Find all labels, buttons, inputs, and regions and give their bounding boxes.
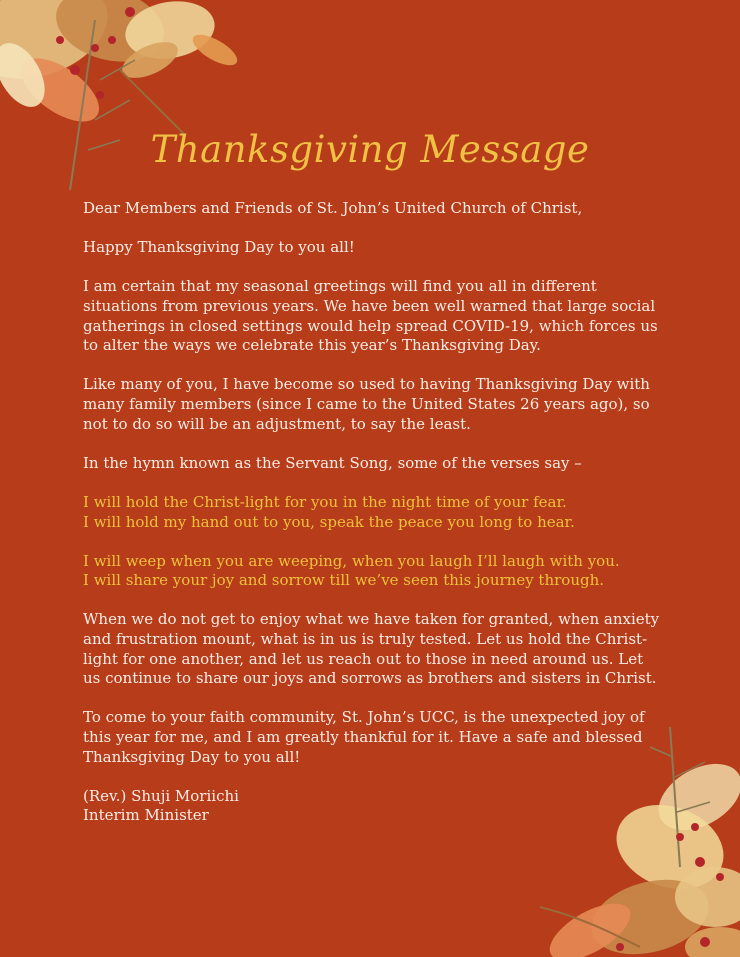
hymn-line: I will hold my hand out to you, speak the peace you long to hear. [83,512,575,531]
paragraph: When we do not get to enjoy what we have taken for granted, when anxiety and frustration mount, what is in us is truly tested. Let us hold the Christ-light for one another, and let us reach out to those in need around us. Let us continue to share our joys and sorrows as brothers and sisters in Christ. [83,610,660,688]
hymn-line: I will share your joy and sorrow till we’ve seen this journey through. [83,571,605,590]
paragraph: To come to your faith community, St. John’s UCC, is the unexpected joy of this year for me, and I am greatly thankful for it. Have a safe and blessed Thanksgiving Day to you all! [83,708,645,766]
hymn-line: I will weep when you are weeping, when you laugh I’ll laugh with you. [83,551,620,570]
signature-role: Interim Minister [83,806,209,825]
hymn-line: I will hold the Christ-light for you in the night time of your fear. [83,492,567,511]
page-title: Thanksgiving Message [150,128,590,171]
letter-body [83,199,663,826]
signature-name: (Rev.) Shuji Moriichi [83,786,239,805]
greeting: Dear Members and Friends of St. John’s United Church of Christ, [83,199,583,217]
paragraph: Like many of you, I have become so used to having Thanksgiving Day with many family members (since I came to the United States 26 years ago), so not to do so will be an adjustment, to say the least. [83,375,650,433]
paragraph: I am certain that my seasonal greetings will find you all in different situations from previous years. We have been well warned that large social gatherings in closed settings would help spread COVID-19, which forces us to alter the ways we celebrate this year’s Thanksgiving Day. [83,277,658,355]
paragraph: Happy Thanksgiving Day to you all! [83,238,355,257]
hymn-verse [83,493,663,532]
hymn-verse [83,552,663,591]
paragraph: In the hymn known as the Servant Song, some of the verses say – [83,453,582,472]
